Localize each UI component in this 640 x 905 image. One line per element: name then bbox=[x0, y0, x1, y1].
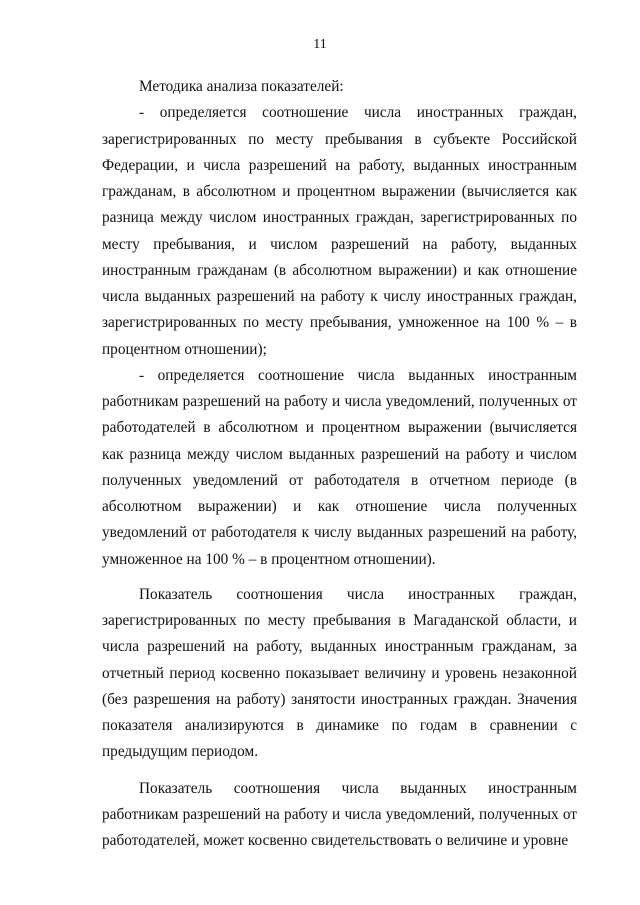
document-body bbox=[102, 74, 577, 854]
paragraph-first-indicator: - определяется соотношение числа иностранных граждан, зарегистрированных по месту пребывания в субъекте Российской Федерации, и числа разрешений на работу, выданных иностранным гражданам, в абсолютном и процентном выражении (вычисляется как разница между числом иностранных граждан, зарегистрированных по месту пребывания, и числом разрешений на работу, выданных иностранным гражданам (в абсолютном выражении) и как отношение числа выданных разрешений на работу к числу иностранных граждан, зарегистрированных по месту пребывания, умноженное на 100 % – в процентном отношении); bbox=[102, 104, 577, 358]
paragraph-methodology-heading: Методика анализа показателей: bbox=[139, 78, 344, 95]
paragraph-work-permits-indicator: Показатель соотношения числа выданных иностранным работникам разрешений на работу и числа уведомлений, полученных от работодателей, может косвенно свидетельствовать о величине и уровне bbox=[102, 779, 577, 849]
paragraph-second-indicator: - определяется соотношение числа выданных иностранным работникам разрешений на работу и числа уведомлений, полученных от работодателей в абсолютном и процентном выражении (вычисляется как разница между числом выданных разрешений на работу и числом полученных уведомлений от работодателя в отчетном периоде (в абсолютном выражении) и как отношение числа полученных уведомлений от работодателя к числу выданных разрешений на работу, умноженное на 100 % – в процентном отношении). bbox=[102, 366, 577, 568]
paragraph-foreign-citizens-indicator: Показатель соотношения числа иностранных граждан, зарегистрированных по месту пребывания в Магаданской области, и числа разрешений на работу, выданных иностранным гражданам, за отчетный период косвенно показывает величину и уровень незаконной (без разрешения на работу) занятости иностранных граждан. Значения показателя анализируются в динамике по годам в сравнении с предыдущим периодом. bbox=[102, 585, 577, 761]
page-number: 11 bbox=[313, 37, 327, 52]
